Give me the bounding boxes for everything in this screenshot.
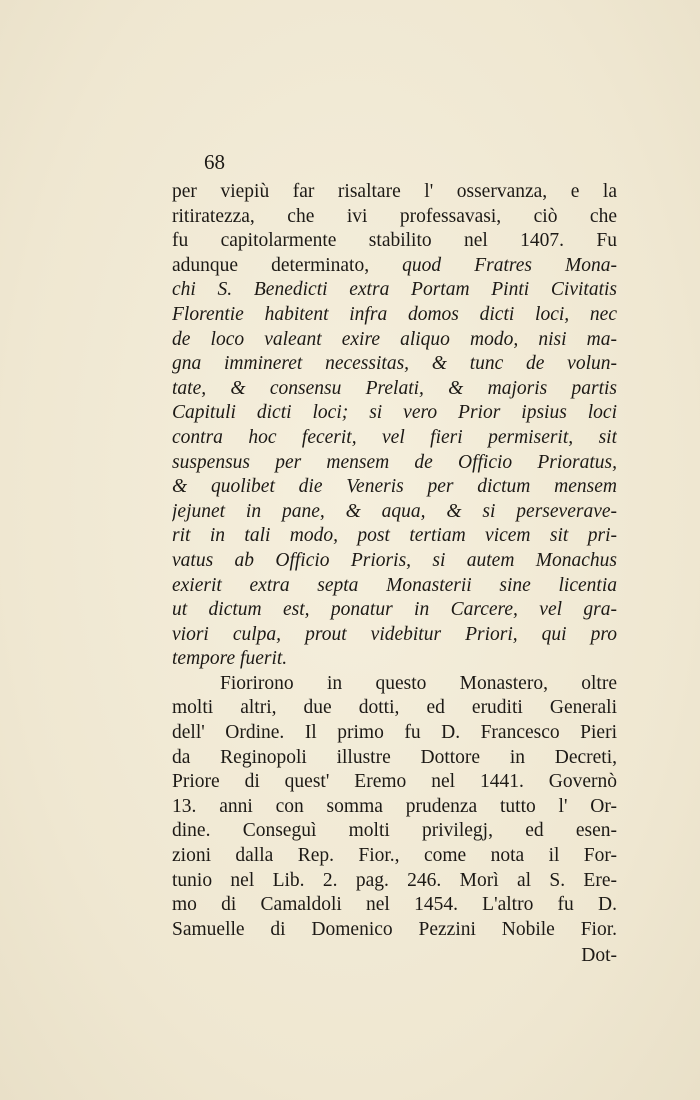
text-line: suspensus per mensem de Officio Prioratus, xyxy=(172,451,617,473)
body-text xyxy=(172,180,617,942)
text-line: dell' Ordine. Il primo fu D. Francesco Pieri xyxy=(172,722,617,744)
text-line: chi S. Benedicti extra Portam Pinti Civitatis xyxy=(172,279,617,301)
text-line: viori culpa, prout videbitur Priori, qui pro xyxy=(172,623,617,645)
text-line: dine. Conseguì molti privilegj, ed esen- xyxy=(172,820,617,842)
text-line: rit in tali modo, post tertiam vicem sit pri- xyxy=(172,525,617,547)
text-line: & quolibet die Veneris per dictum mensem xyxy=(172,476,617,498)
text-line: tempore fuerit. xyxy=(172,648,288,670)
text-line: vatus ab Officio Prioris, si autem Monachus xyxy=(172,549,617,571)
text-line: mo di Camaldoli nel 1454. L'altro fu D. xyxy=(172,894,617,916)
text-line: jejunet in pane, & aqua, & si perseverave- xyxy=(172,500,617,522)
text-line: Samuelle di Domenico Pezzini Nobile Fior. xyxy=(172,918,617,940)
text-line: zioni dalla Rep. Fior., come nota il For- xyxy=(172,845,617,867)
text-line: molti altri, due dotti, ed eruditi Generali xyxy=(172,697,617,719)
text-line: de loco valeant exire aliquo modo, nisi ma- xyxy=(172,328,617,350)
text-line: Fiorirono in questo Monastero, oltre xyxy=(220,672,617,694)
text-line: gna immineret necessitas, & tunc de volun- xyxy=(172,353,617,375)
text-line: per viepiù far risaltare l' osservanza, e la xyxy=(172,181,617,202)
text-line: tate, & consensu Prelati, & majoris partis xyxy=(172,377,617,399)
text-line: ritiratezza, che ivi professavasi, ciò che xyxy=(172,205,617,227)
text-line: adunque determinato, quod Fratres Mona- xyxy=(172,254,617,276)
text-line: ut dictum est, ponatur in Carcere, vel gra- xyxy=(172,599,617,621)
text-line: Priore di quest' Eremo nel 1441. Governò xyxy=(172,771,617,793)
text-line: contra hoc fecerit, vel fieri permiserit, sit xyxy=(172,426,617,448)
text-line: Capituli dicti loci; si vero Prior ipsius loci xyxy=(172,402,617,424)
text-line: exierit extra septa Monasterii sine licentia xyxy=(172,574,617,596)
text-block xyxy=(172,150,617,969)
text-line: da Reginopoli illustre Dottore in Decreti, xyxy=(172,746,617,768)
text-line: 13. anni con somma prudenza tutto l' Or- xyxy=(172,795,617,817)
catchword: Dot- xyxy=(581,945,617,967)
text-line: Florentie habitent infra domos dicti loci, nec xyxy=(172,303,617,325)
page-number: 68 xyxy=(204,150,225,174)
text-line: fu capitolarmente stabilito nel 1407. Fu xyxy=(172,230,617,252)
text-line: tunio nel Lib. 2. pag. 246. Morì al S. Ere- xyxy=(172,869,617,891)
